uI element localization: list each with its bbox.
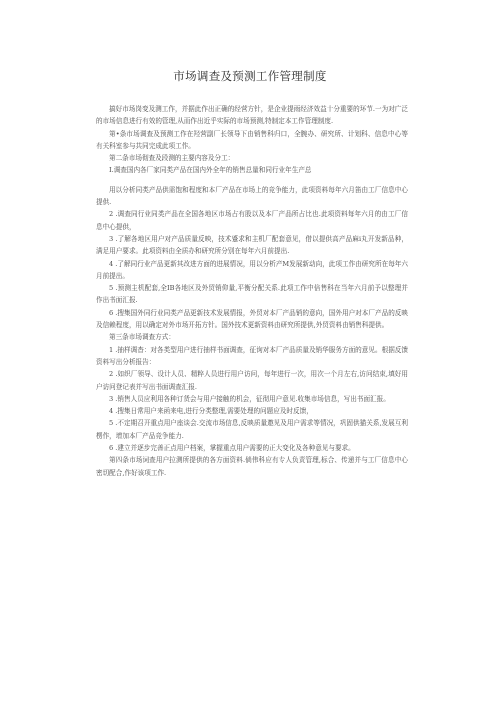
paragraph-item-2: 2 .调查同行业同类产品在全国各地区市场占有股以及本厂产品所占比也.此项资料每年六月的由工厂信息中心提供， [96,210,408,231]
paragraph-item-4: 4 .了解同行业产品更新其改进方面的进展情况，用以分析产M发展新动向，此项工作由研究所在每年六月前提出。 [96,259,408,280]
page-title: 市场调查及预测工作管理制度 [173,69,327,83]
paragraph-method-5: 5 .不定期召开重点用户座谈会.交流市场信息,反映质量邀见及用户需求等情况，巩固供猫关系,发展互利楞作，增加本厂产品竞争能力. [96,419,408,440]
paragraph-method-2: 2 .如织厂领导、设计人员、精粹人员进行用户访问，每年进行一次，用次一个月左右,访问结束,填好用户访问登记表并写出书面调查汇报. [96,370,408,391]
paragraph-method-4: 4 .搜集日常用户来函来电,进行分类整理,需要处理的问题应及时反馈， [109,407,313,416]
paragraph-item-5: 5 .预测主机配套,全IB各地区及外贸销仰量,平衡分配关系.此项工作中倍售科在当年六月前予以整理并作出书面汇报. [96,284,408,305]
paragraph-article-2: 第二条市场彻查及段测的主要内容及分工： [109,154,235,163]
paragraph-method-6: 6 .建立并逐步完善正点用户档案，掌握重点用户需要的正大变化及各种意见与要求。 [109,444,355,453]
paragraph-method-1: 1 .抽样调杳：对各类型用户进行抽样书面调查，征询对本厂产品质量及销华服务方面的意见。根据反馈资料写出分析报告： [96,345,408,366]
paragraph-method-3: 3 .销售人员应利用各种订货会与用户接触的机会，征彻用户意见.收集市场信息，写出书面汇报。 [109,394,390,403]
paragraph-item-1-body: 用以分析同类产品供需饱和程度和本厂产品在市场上的竞争能力，此项资料每年六月笛由工厂信息中心提供. [96,185,408,207]
paragraph-item-1-heading: Ⅰ.调查国内各厂家同类产品在国内外全年的销售总量和同行业年生产总 [109,166,312,175]
paragraph-item-6: 6 .搜集国外同行业同类产品更新技术发展情报，外贸对本厂产品销的意向，国外用户对本厂产品的反映及信赖程度，用以确定对外市场开拓方针。国外技术更新资料由研究所提供,外贸资料由销售科提供。 [96,308,408,330]
paragraph-article-4: 第四条市场词查用户拉测所提供的各方面资料.倘伟科应有专人负责管理,标合、传递并与工厂信息中心密切配合,作好该项工作. [96,456,408,477]
paragraph-article-1: 第•条市场调查及预测工作在羟营副厂长领导下由销售科归口，全腕办、研究所、计划科、信息中心等有关科室参与共同完成此项工作。 [96,129,408,150]
document-body [96,103,408,479]
paragraph-item-3: 3 .了解各地区用户对产品质量反映，技术蹙求和主机厂配套意见，借以提供高产品麻i丸开发新品种，满足用户要求。此项资料由全质办和研究所分别在每年六月前提出. [96,234,408,256]
paragraph-intro: 搞好市场岗变及测工作，并据此作出正确的经营方针，是企业提雨经济效益十分重要的环节.一为对广泛的市场信息进行有效的管理,从而作出近乎实际的市场预测,特制定本工作管理制度. [96,105,408,126]
paragraph-article-3: 第三条市场调查方式： [109,333,175,342]
